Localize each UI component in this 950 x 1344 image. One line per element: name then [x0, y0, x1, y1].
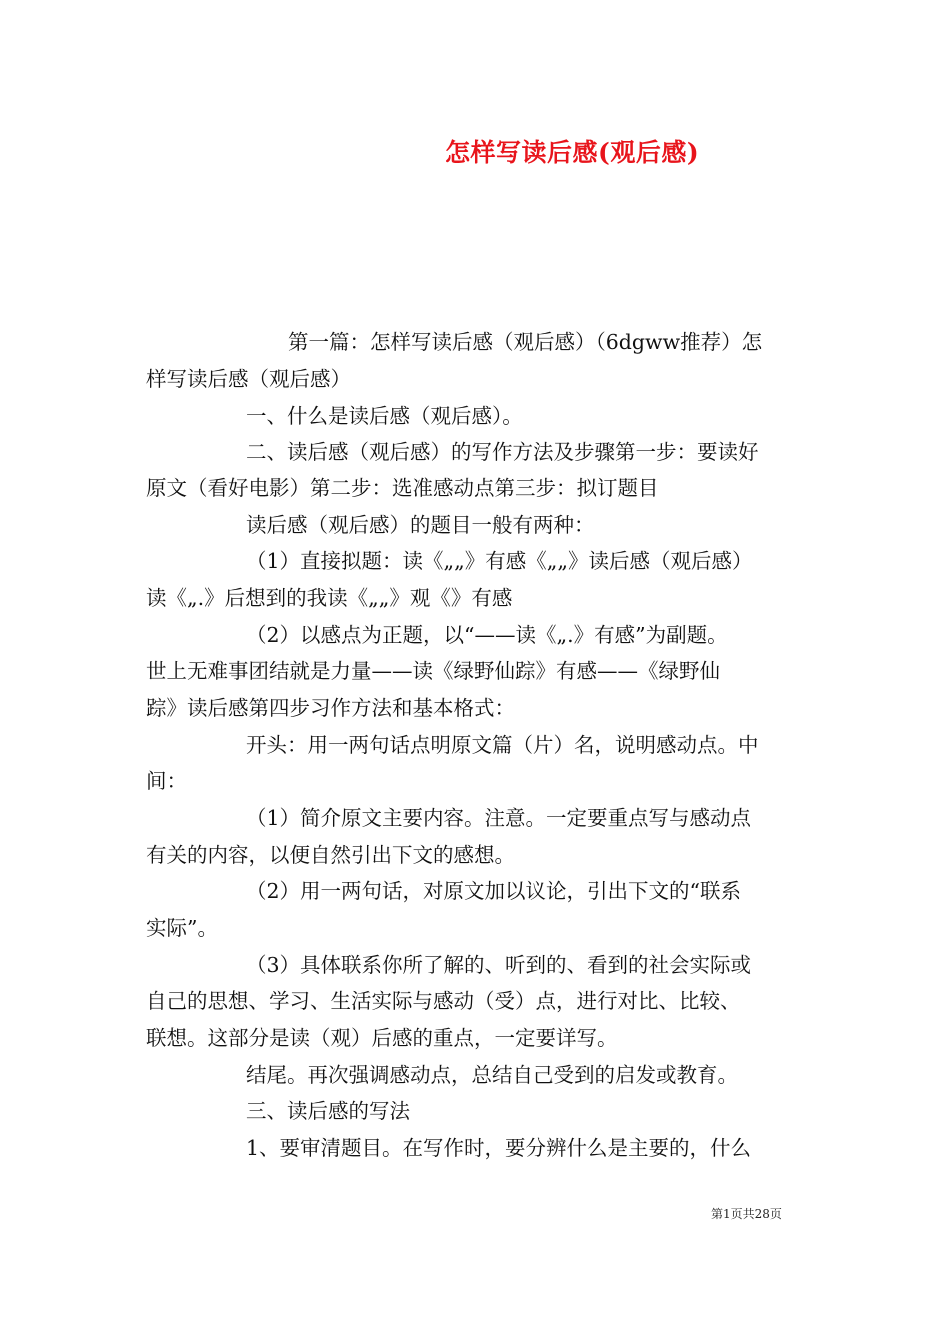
body-line: 读后感（观后感）的题目一般有两种：: [246, 513, 595, 537]
body-line: 世上无难事团结就是力量——读《绿野仙踪》有感——《绿野仙: [146, 659, 720, 683]
body-line: （2）用一两句话，对原文加以议论，引出下文的“联系: [246, 879, 742, 903]
body-line: 一、什么是读后感（观后感）。: [246, 404, 523, 428]
body-line: （2）以感点为正题，以“——读《„.》有感”为副题。: [246, 623, 728, 647]
body-line: 开头：用一两句话点明原文篇（片）名，说明感动点。中: [246, 733, 759, 757]
body-line: 结尾。再次强调感动点，总结自己受到的启发或教育。: [246, 1063, 738, 1087]
page-number: 第1页共28页: [711, 1207, 782, 1221]
body-line: 第一篇：怎样写读后感（观后感）（6dgww推荐）怎: [288, 330, 763, 354]
body-line: 自己的思想、学习、生活实际与感动（受）点，进行对比、比较、: [146, 989, 741, 1013]
body-line: （1）直接拟题：读《„„》有感《„„》读后感（观后感）: [246, 549, 753, 573]
body-line: 二、读后感（观后感）的写作方法及步骤第一步：要读好: [246, 440, 759, 464]
body-line: 样写读后感（观后感）: [146, 367, 351, 391]
body-line: 1、要审清题目。在写作时，要分辨什么是主要的，什么: [246, 1136, 752, 1160]
body-line: 踪》读后感第四步习作方法和基本格式：: [146, 696, 515, 720]
body-line: （3）具体联系你所了解的、听到的、看到的社会实际或: [246, 953, 752, 977]
document-title: 怎样写读后感(观后感): [445, 138, 700, 167]
body-line: 读《„.》后想到的我读《„„》观《》有感: [146, 586, 513, 610]
body-line: 实际”。: [146, 916, 218, 940]
body-line: 联想。这部分是读（观）后感的重点，一定要详写。: [146, 1026, 618, 1050]
body-line: （1）简介原文主要内容。注意。一定要重点写与感动点: [246, 806, 752, 830]
body-line: 原文（看好电影）第二步：选准感动点第三步：拟订题目: [146, 476, 659, 500]
body-line: 有关的内容，以便自然引出下文的感想。: [146, 843, 515, 867]
body-line: 三、读后感的写法: [246, 1099, 410, 1123]
body-line: 间：: [146, 769, 187, 793]
